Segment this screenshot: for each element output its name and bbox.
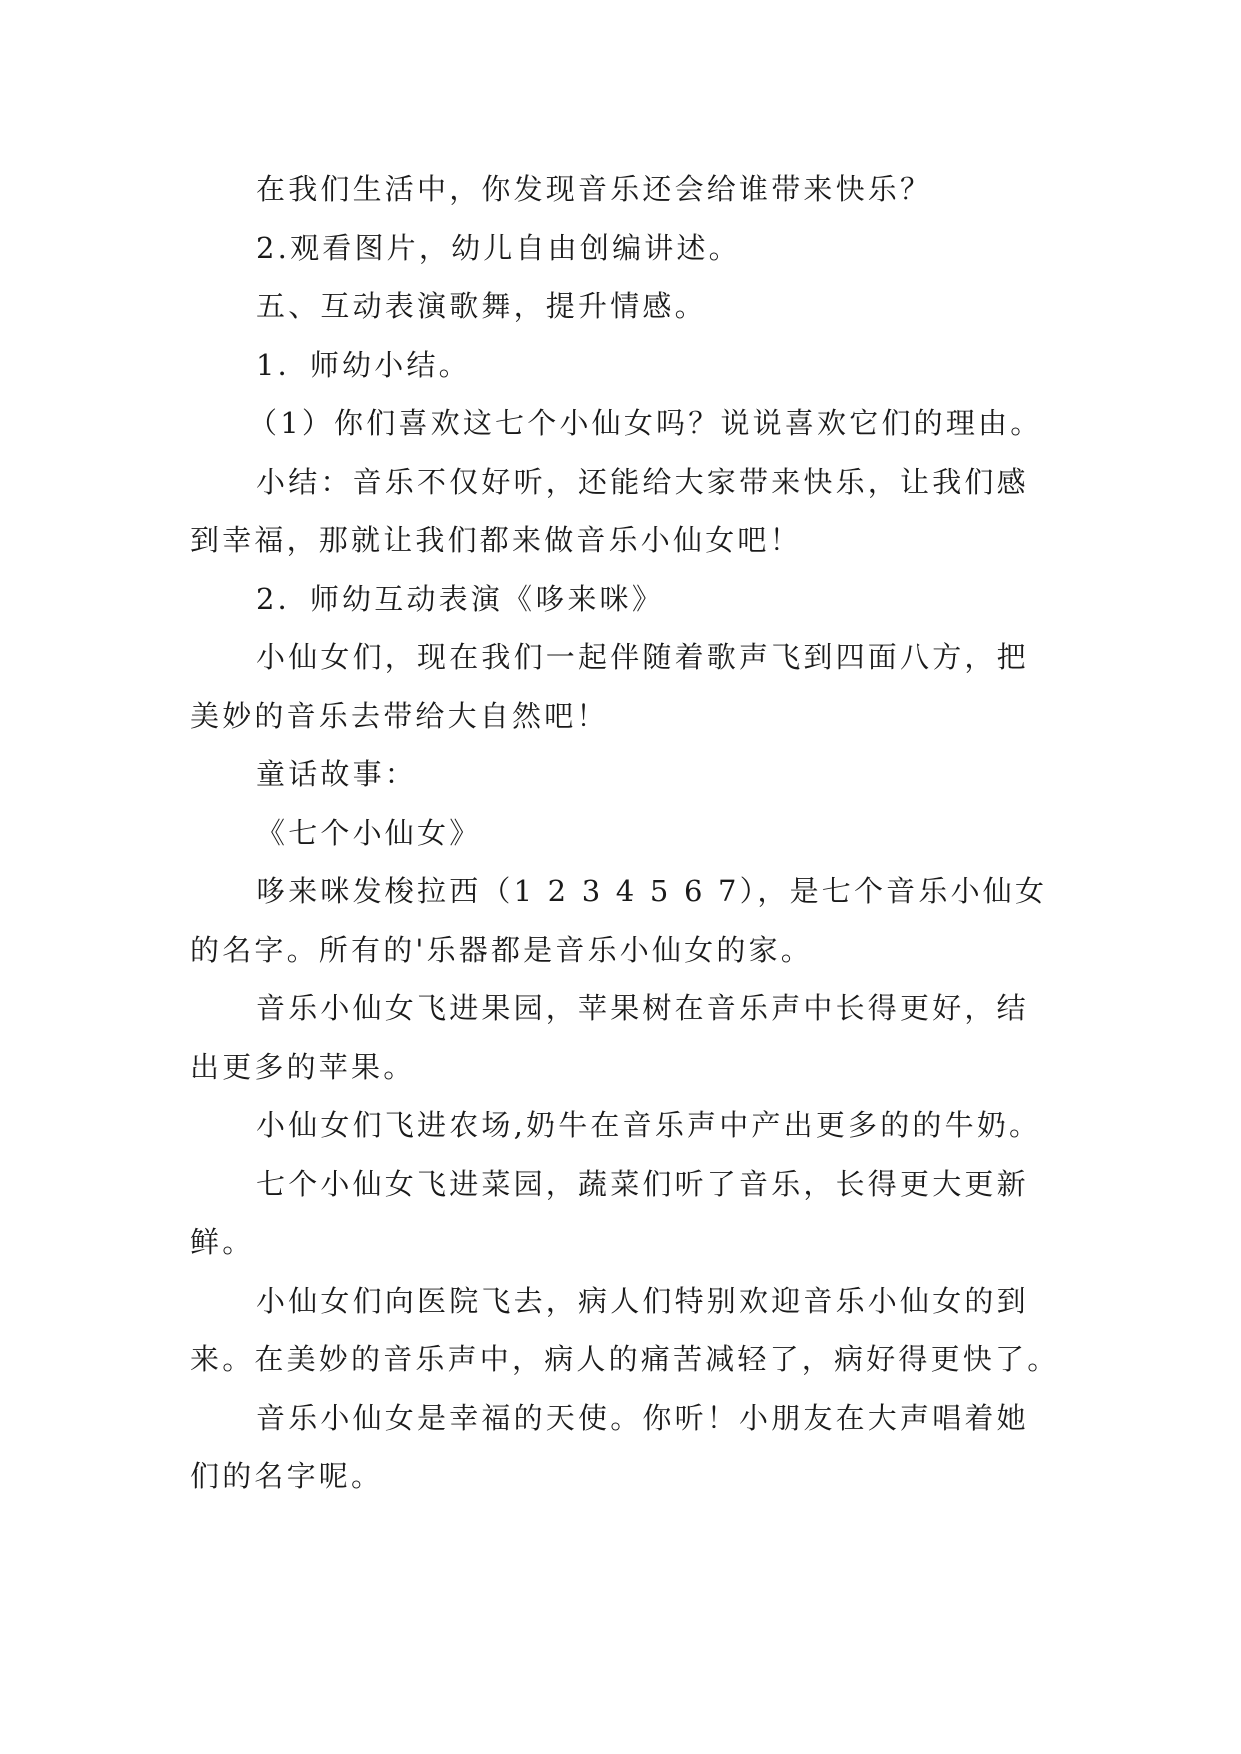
document-body xyxy=(190,160,1060,1506)
paragraph-4: 1．师幼小结。 xyxy=(256,347,471,382)
paragraph-5: （1）你们喜欢这七个小仙女吗？说说喜欢它们的理由。 xyxy=(248,406,1043,440)
paragraph-1: 在我们生活中，你发现音乐还会给谁带来快乐？ xyxy=(256,172,933,206)
paragraph-7: 2．师幼互动表演《哆来咪》 xyxy=(256,581,665,616)
paragraph-9: 童话故事： xyxy=(256,757,418,791)
paragraph-12: 音乐小仙女飞进果园，苹果树在音乐声中长得更好，结出更多的苹果。 xyxy=(190,991,1029,1084)
paragraph-6: 小结：音乐不仅好听，还能给大家带来快乐，让我们感到幸福，那就让我们都来做音乐小仙女吧！ xyxy=(190,464,1029,557)
paragraph-16: 音乐小仙女是幸福的天使。你听！小朋友在大声唱着她们的名字呢。 xyxy=(190,1400,1029,1493)
paragraph-11: 哆来咪发梭拉西（1 2 3 4 5 6 7），是七个音乐小仙女的名字。所有的'乐器都是音乐小仙女的家。 xyxy=(190,874,1048,967)
paragraph-14: 七个小仙女飞进菜园，蔬菜们听了音乐，长得更大更新鲜。 xyxy=(190,1166,1029,1259)
paragraph-2: 2.观看图片，幼儿自由创编讲述。 xyxy=(256,230,741,265)
paragraph-8: 小仙女们，现在我们一起伴随着歌声飞到四面八方，把美妙的音乐去带给大自然吧！ xyxy=(190,640,1029,733)
paragraph-15: 小仙女们向医院飞去，病人们特别欢迎音乐小仙女的到来。在美妙的音乐声中，病人的痛苦减轻了，病好得更快了。 xyxy=(190,1283,1060,1376)
paragraph-13: 小仙女们飞进农场,奶牛在音乐声中产出更多的的牛奶。 xyxy=(256,1108,1042,1142)
paragraph-3: 五、互动表演歌舞，提升情感。 xyxy=(256,289,707,323)
paragraph-10: 《七个小仙女》 xyxy=(256,815,482,850)
